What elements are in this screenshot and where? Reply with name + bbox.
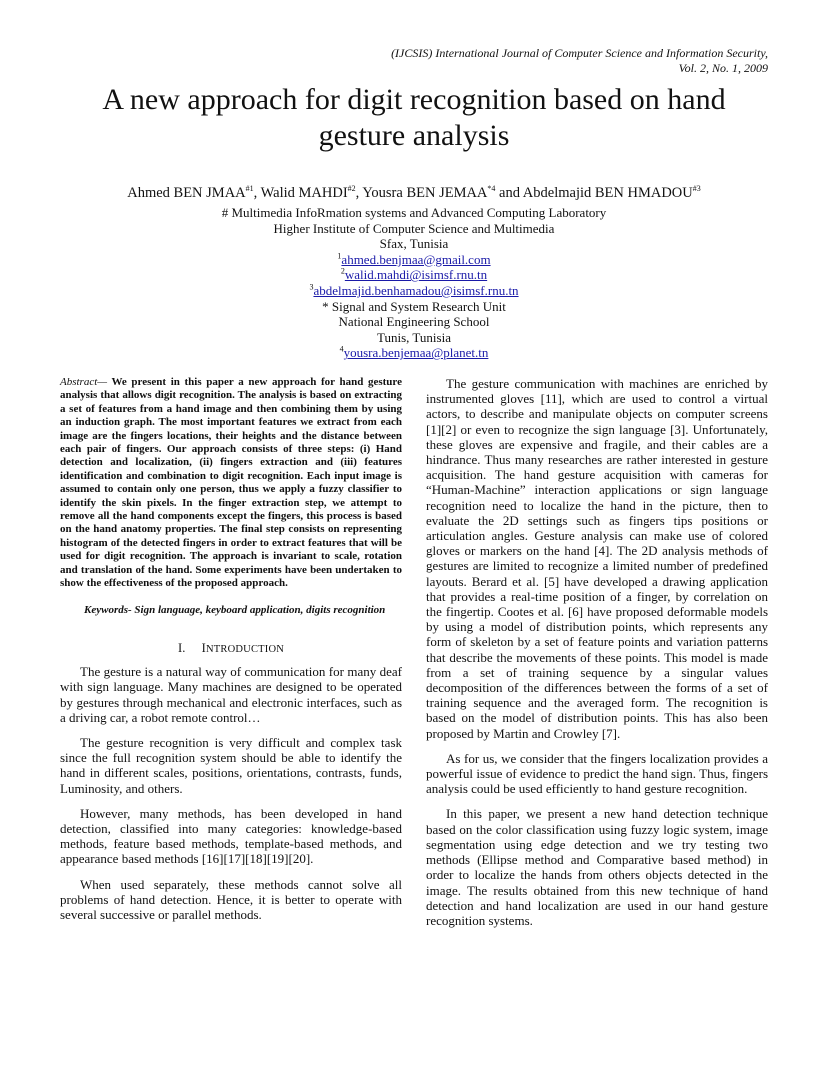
section-title-initial: I: [201, 641, 207, 656]
author-name: Yousra BEN JEMAA: [362, 185, 488, 201]
right-column: [426, 376, 768, 938]
author-separator: ,: [355, 185, 363, 201]
left-column: [60, 376, 402, 932]
email-link[interactable]: abdelmajid.benhamadou@isimsf.rnu.tn: [313, 282, 519, 298]
affiliation-city: Sfax, Tunisia: [379, 236, 449, 252]
email-line: [40, 252, 788, 268]
journal-name: (IJCSIS) International Journal of Computer Science and Information Security,: [391, 46, 768, 60]
author-marker: #1: [245, 184, 254, 194]
affiliation-school: National Engineering School: [338, 314, 490, 330]
keywords: Keywords- Sign language, keyboard application, digits recognition: [84, 603, 386, 616]
email-link[interactable]: yousra.benjemaa@planet.tn: [343, 345, 489, 361]
body-paragraph: When used separately, these methods cannot solve all problems of hand detection. Hence, it is better to operate with several successive or parallel methods.: [60, 876, 402, 922]
email-line: [40, 267, 788, 283]
author-marker: #2: [347, 184, 356, 194]
affiliation-lab: # Multimedia InfoRmation systems and Advanced Computing Laboratory: [221, 205, 607, 220]
email-marker: 1: [337, 251, 342, 261]
journal-volume: Vol. 2, No. 1, 2009: [678, 61, 768, 75]
affiliation-city: Tunis, Tunisia: [377, 329, 451, 345]
body-paragraph: As for us, we consider that the fingers localization provides a powerful issue of evidence to predict the hand sign. Thus, fingers analysis could be used efficiently to hand gesture recognition.: [426, 750, 768, 797]
email-marker: 3: [309, 282, 314, 292]
author-name: Walid MAHDI: [260, 185, 348, 201]
email-link[interactable]: walid.mahdi@isimsf.rnu.tn: [344, 267, 488, 283]
paper-title: [40, 82, 788, 154]
section-title-rest: NTRODUCTION: [206, 644, 285, 656]
author-separator: ,: [253, 185, 261, 201]
author-marker: #3: [692, 184, 701, 194]
affiliation-unit: * Signal and System Research Unit: [322, 298, 506, 314]
affiliation-block: [40, 205, 788, 361]
paper-title-line-2: gesture analysis: [318, 119, 510, 152]
body-paragraph: The gesture is a natural way of communication for many deaf with sign language. Many machines are designed to be operated by gestures through mechanical and electronic interfaces, such as a driving car, a robot remote control…: [60, 664, 402, 725]
abstract-label: Abstract—: [60, 376, 108, 388]
body-paragraph: In this paper, we present a new hand detection technique based on the color classification using fuzzy logic system, image segmentation using edge detection and we try testing two methods (Ellipse method and Comparative based method) in order to localize the hands from others objects detected in the image. The results obtained from this new technique of hand detection and hand localization are used in our hand gesture recognition systems.: [426, 806, 768, 928]
body-paragraph: The gesture recognition is very difficult and complex task since the full recognition system should be able to identify the hand in different scales, positions, orientations, contrasts, funds, Luminosity, and others.: [60, 734, 402, 796]
body-paragraph: The gesture communication with machines are enriched by instrumented gloves [11], which are used to control a virtual actors, to describe and manipulate objects on computer screens [1][2] or even to recognize the sign language [3]. Unfortunately, these gloves are expensive and fragile, and their cables are a hindrance. Thus many researches are rather interested in gesture acquisition. The hand gesture acquisition with cameras for “Human-Machine” interaction applications or sign language recognition need to localize the hand in the picture, then to evaluate the 2D settings such as fingers tips positions or articulation angles. Gesture analysis can make use of colored gloves or markers on the hand [4]. The 2D analysis methods of gestures are limited to recognize a limited number of predefined layouts. Berard et al. [5] have developed a drawing application that provides a real-time position of a finger, by correlation on the fingertip. Cootes et al. [6] have proposed deformable models by using a model of distribution points, which represents any form of skeleton by a set of feature points and variation patterns that describe the movements of these points. This model is made from a set of training sequence by a singular values decomposition of the differences between the forms of a set of training sequence and the averaged form. The recognition is based on the model of distribution points. This has also been proposed by Martin and Crowley [7].: [426, 376, 768, 741]
author-list: [40, 184, 788, 202]
author-name: Ahmed BEN JMAA: [127, 185, 246, 201]
body-paragraph: However, many methods, has been developed in hand detection, classified into many categories: knowledge-based methods, feature based methods, template-based methods, and appearance based methods [16][17][18][19][20].: [60, 805, 402, 867]
section-heading: [60, 641, 402, 656]
email-line: [40, 283, 788, 299]
affiliation-institute: Higher Institute of Computer Science and Multimedia: [273, 220, 555, 236]
section-number: I.: [177, 641, 186, 656]
author-separator: and: [495, 185, 523, 201]
abstract: [60, 376, 402, 591]
email-link[interactable]: ahmed.benjmaa@gmail.com: [341, 251, 491, 267]
email-marker: 4: [339, 345, 344, 355]
author-name: Abdelmajid BEN HMADOU: [522, 185, 693, 201]
paper-title-line-1: A new approach for digit recognition based on hand: [102, 83, 726, 116]
email-marker: 2: [340, 267, 345, 277]
journal-header: [248, 46, 768, 76]
email-line: [40, 345, 788, 361]
abstract-text: We present in this paper a new approach for hand gesture analysis that allows digit recognition. The analysis is based on extracting a set of features from a hand image and then combining them by using an induction graph. The most important features we extract from each image are the fingers locations, their heights and the distance between each pair of fingers. Our approach consists of three steps: (i) Hand detection and localization, (ii) fingers extraction and (iii) features identification and combination to digit recognition. Each input image is assumed to contain only one person, thus we apply a fuzzy classifier to identify the skin pixels. In the finger extraction step, we attempt to remove all the hand components except the fingers, this process is based on the hand anatomy properties. The final step consists on representing histogram of the detected fingers in order to extract features that will be used for digit recognition. The approach is invariant to scale, rotation and translation of the hand. Some experiments have been undertaken to show the effectiveness of the proposed approach.: [60, 376, 402, 590]
author-marker: *4: [487, 184, 496, 194]
